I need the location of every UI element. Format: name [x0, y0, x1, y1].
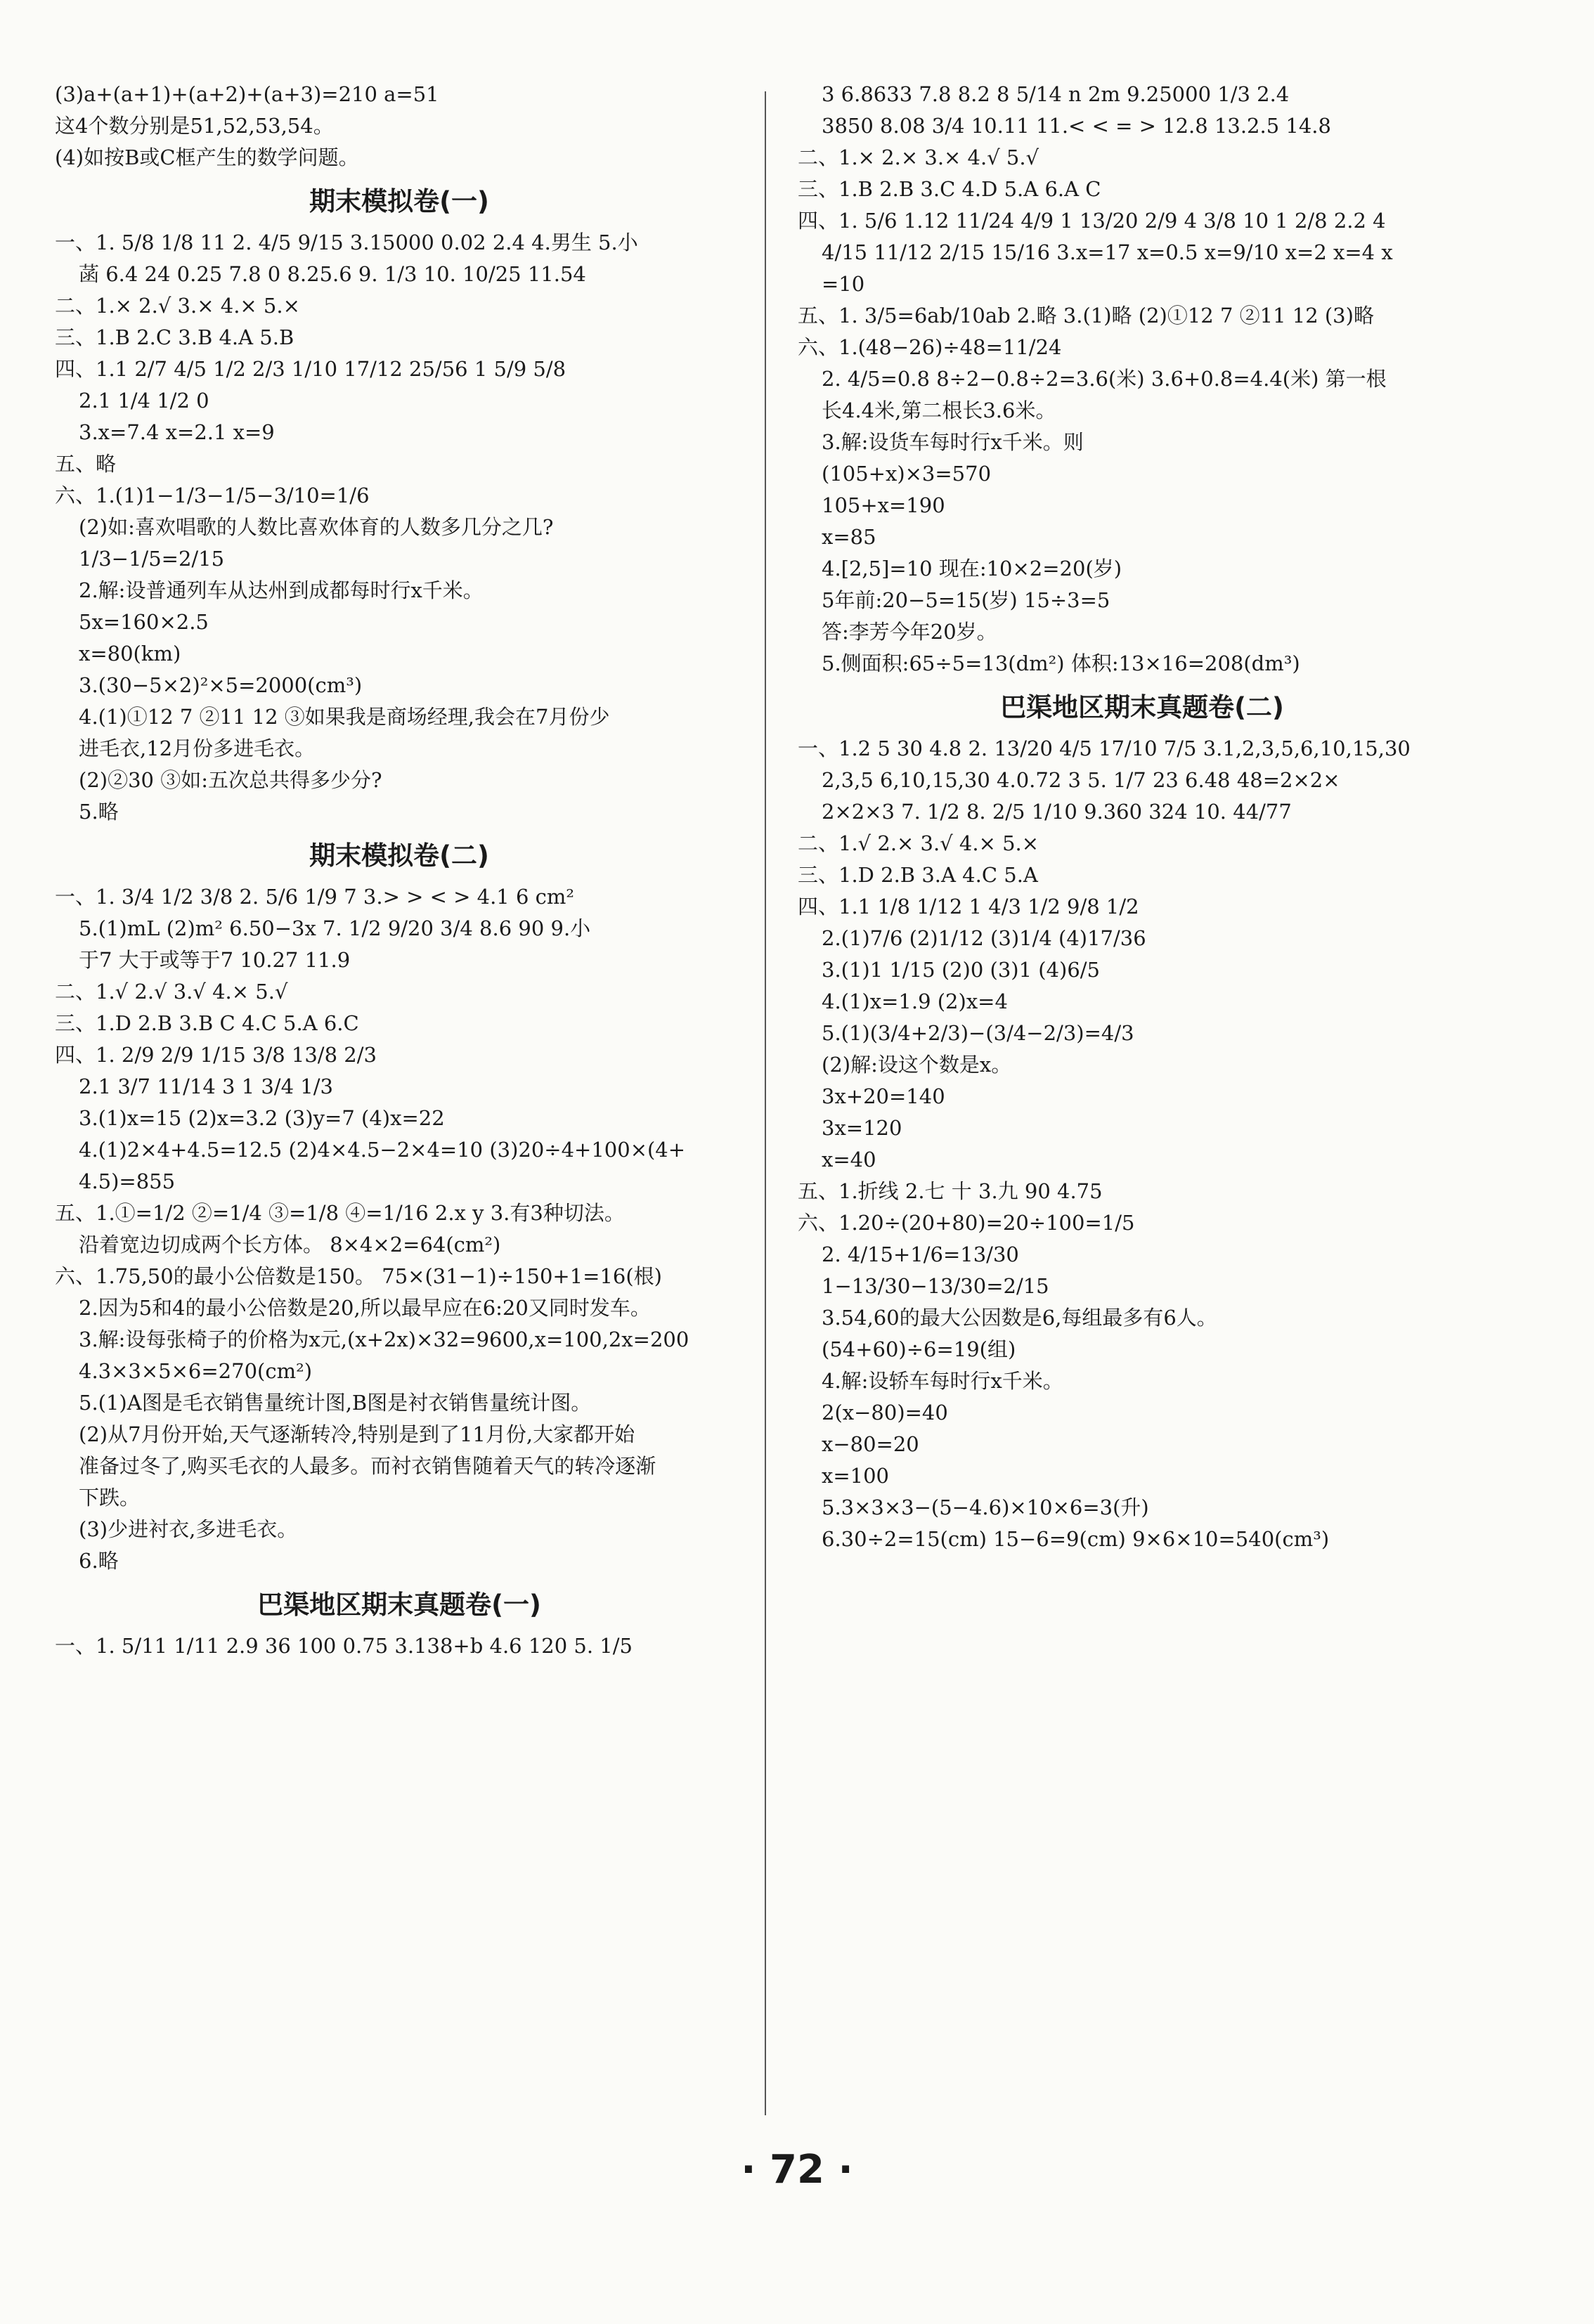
answer-line: 三、1.B 2.B 3.C 4.D 5.A 6.A C	[798, 177, 1101, 201]
answer-line: 6.30÷2=15(cm) 15−6=9(cm) 9×6×10=540(cm³)	[822, 1527, 1330, 1551]
section-heading: 巴渠地区期末真题卷(一)	[257, 1590, 541, 1620]
answer-line: 3.x=7.4 x=2.1 x=9	[79, 420, 275, 444]
answer-line: 3x=120	[822, 1116, 902, 1140]
answer-line: 四、1.1 1/8 1/12 1 4/3 1/2 9/8 1/2	[798, 895, 1139, 918]
answer-line: (54+60)÷6=19(组)	[822, 1337, 1016, 1361]
answer-line: 2.解:设普通列车从达州到成都每时行x千米。	[79, 578, 484, 602]
answer-line: 2×2×3 7. 1/2 8. 2/5 1/10 9.360 324 10. 44/77	[822, 800, 1292, 824]
answer-line: 二、1.× 2.√ 3.× 4.× 5.×	[55, 294, 300, 318]
answer-line: 5.3×3×3−(5−4.6)×10×6=3(升)	[822, 1495, 1149, 1519]
answer-line: 二、1.√ 2.√ 3.√ 4.× 5.√	[55, 980, 288, 1004]
answer-line: 2. 4/15+1/6=13/30	[822, 1242, 1019, 1266]
answer-line: x=85	[822, 525, 876, 549]
answer-line: 3.解:设货车每时行x千米。则	[822, 430, 1084, 454]
answer-line: 4.解:设轿车每时行x千米。	[822, 1369, 1063, 1393]
answer-line: 105+x=190	[822, 493, 945, 517]
answer-line: 于7 大于或等于7 10.27 11.9	[79, 948, 351, 972]
right-column	[798, 79, 1486, 2089]
answer-line: 四、1.1 2/7 4/5 1/2 2/3 1/10 17/12 25/56 1 5/9 5/8	[55, 357, 566, 381]
answer-line: (3)少进衬衣,多进毛衣。	[79, 1517, 298, 1541]
answer-line: (2)从7月份开始,天气逐渐转冷,特别是到了11月份,大家都开始	[79, 1422, 635, 1446]
answer-line: x−80=20	[822, 1432, 919, 1456]
answer-line: 一、1.2 5 30 4.8 2. 13/20 4/5 17/10 7/5 3.1,2,3,5,6,10,15,30	[798, 736, 1411, 760]
answer-line: 2,3,5 6,10,15,30 4.0.72 3 5. 1/7 23 6.48 48=2×2×	[822, 768, 1340, 792]
answer-line: 1/3−1/5=2/15	[79, 547, 225, 571]
answer-line: x=80(km)	[79, 642, 181, 666]
answer-line: 下跌。	[79, 1486, 141, 1510]
answer-line: 2.(1)7/6 (2)1/12 (3)1/4 (4)17/36	[822, 926, 1146, 950]
answer-line: 六、1.20÷(20+80)=20÷100=1/5	[798, 1211, 1135, 1235]
answer-line: x=40	[822, 1148, 876, 1171]
answer-line: 三、1.D 2.B 3.B C 4.C 5.A 6.C	[55, 1011, 359, 1035]
answer-line: 六、1.75,50的最小公倍数是150。 75×(31−1)÷150+1=16(根)	[55, 1264, 662, 1288]
left-column	[55, 79, 744, 2089]
answer-line: 进毛衣,12月份多进毛衣。	[79, 736, 316, 760]
answer-line: (2)②30 ③如:五次总共得多少分?	[79, 768, 382, 792]
answer-line: 6.略	[79, 1549, 119, 1573]
answer-line: (3)a+(a+1)+(a+2)+(a+3)=210 a=51	[55, 82, 439, 106]
answer-line: 六、1.(1)1−1/3−1/5−3/10=1/6	[55, 483, 370, 507]
answer-line: (2)如:喜欢唱歌的人数比喜欢体育的人数多几分之几?	[79, 515, 554, 539]
answer-line: 六、1.(48−26)÷48=11/24	[798, 335, 1062, 359]
section-heading: 期末模拟卷(一)	[309, 186, 489, 216]
answer-line: (4)如按B或C框产生的数学问题。	[55, 145, 359, 169]
answer-line: (105+x)×3=570	[822, 462, 992, 486]
answer-line: 五、略	[55, 452, 117, 476]
answer-line: 4.[2,5]=10 现在:10×2=20(岁)	[822, 557, 1122, 580]
answer-line: 2.因为5和4的最小公倍数是20,所以最早应在6:20又同时发车。	[79, 1296, 651, 1320]
answer-line: 2.1 1/4 1/2 0	[79, 389, 209, 413]
answer-line: 三、1.B 2.C 3.B 4.A 5.B	[55, 325, 294, 349]
answer-line: 2(x−80)=40	[822, 1401, 948, 1424]
answer-line: 3850 8.08 3/4 10.11 11.< < = > 12.8 13.2.5 14.8	[822, 114, 1331, 138]
answer-line: 4.(1)①12 7 ②11 12 ③如果我是商场经理,我会在7月份少	[79, 705, 610, 729]
answer-line: 答:李芳今年20岁。	[822, 620, 997, 644]
answer-line: 长4.4米,第二根长3.6米。	[822, 398, 1056, 422]
page-number: · 72 ·	[741, 2147, 853, 2193]
answer-line: =10	[822, 272, 865, 296]
answer-line: 2.1 3/7 11/14 3 1 3/4 1/3	[79, 1075, 333, 1098]
answer-line: 5x=160×2.5	[79, 610, 209, 634]
answer-line: 二、1.√ 2.× 3.√ 4.× 5.×	[798, 831, 1039, 855]
answer-line: 3.(30−5×2)²×5=2000(cm³)	[79, 673, 363, 697]
answer-line: 5.(1)A图是毛衣销售量统计图,B图是衬衣销售量统计图。	[79, 1391, 592, 1415]
answer-line: 5.(1)(3/4+2/3)−(3/4−2/3)=4/3	[822, 1021, 1134, 1045]
answer-line: 3x+20=140	[822, 1084, 945, 1108]
answer-line: 一、1. 5/11 1/11 2.9 36 100 0.75 3.138+b 4.6 120 5. 1/5	[55, 1634, 633, 1658]
answer-line: 4.(1)x=1.9 (2)x=4	[822, 989, 1008, 1013]
answer-line: 2. 4/5=0.8 8÷2−0.8÷2=3.6(米) 3.6+0.8=4.4(米) 第一根	[822, 367, 1387, 391]
answer-line: 4.5)=855	[79, 1169, 176, 1193]
answer-line: x=100	[822, 1464, 890, 1488]
column-divider	[765, 91, 766, 2115]
section-heading: 巴渠地区期末真题卷(二)	[1000, 692, 1284, 722]
answer-line: 5.(1)mL (2)m² 6.50−3x 7. 1/2 9/20 3/4 8.6 90 9.小	[79, 916, 591, 940]
answer-line: 3.54,60的最大公因数是6,每组最多有6人。	[822, 1306, 1217, 1330]
answer-line: 这4个数分别是51,52,53,54。	[55, 114, 334, 138]
answer-line: 一、1. 3/4 1/2 3/8 2. 5/6 1/9 7 3.> > < > 4.1 6 cm²	[55, 885, 575, 909]
answer-line: 菡 6.4 24 0.25 7.8 0 8.25.6 9. 1/3 10. 10/25 11.54	[79, 262, 586, 286]
answer-line: 5.略	[79, 800, 119, 824]
answer-line: 5年前:20−5=15(岁) 15÷3=5	[822, 588, 1110, 612]
answer-line: 5.侧面积:65÷5=13(dm²) 体积:13×16=208(dm³)	[822, 651, 1300, 675]
answer-line: 3 6.8633 7.8 8.2 8 5/14 n 2m 9.25000 1/3 2.4	[822, 82, 1290, 106]
answer-line: 三、1.D 2.B 3.A 4.C 5.A	[798, 863, 1038, 887]
section-heading: 期末模拟卷(二)	[309, 840, 489, 871]
answer-line: 五、1. 3/5=6ab/10ab 2.略 3.(1)略 (2)①12 7 ②11 12 (3)略	[798, 304, 1374, 327]
answer-line: 4.(1)2×4+4.5=12.5 (2)4×4.5−2×4=10 (3)20÷4+100×(4+	[79, 1138, 686, 1162]
answer-line: 四、1. 2/9 2/9 1/15 3/8 13/8 2/3	[55, 1043, 377, 1067]
answer-line: 五、1.折线 2.七 十 3.九 90 4.75	[798, 1179, 1103, 1203]
answer-line: 4/15 11/12 2/15 15/16 3.x=17 x=0.5 x=9/10 x=2 x=4 x	[822, 240, 1393, 264]
answer-line: 一、1. 5/8 1/8 11 2. 4/5 9/15 3.15000 0.02 2.4 4.男生 5.小	[55, 231, 638, 254]
answer-line: (2)解:设这个数是x。	[822, 1053, 1012, 1077]
answer-line: 4.3×3×5×6=270(cm²)	[79, 1359, 313, 1383]
answer-line: 沿着宽边切成两个长方体。 8×4×2=64(cm²)	[79, 1233, 501, 1257]
answer-line: 3.(1)1 1/15 (2)0 (3)1 (4)6/5	[822, 958, 1101, 982]
answer-line: 准备过冬了,购买毛衣的人最多。而衬衣销售随着天气的转冷逐渐	[79, 1454, 656, 1478]
answer-line: 四、1. 5/6 1.12 11/24 4/9 1 13/20 2/9 4 3/8 10 1 2/8 2.2 4	[798, 209, 1386, 233]
answer-line: 1−13/30−13/30=2/15	[822, 1274, 1049, 1298]
answer-line: 五、1.①=1/2 ②=1/4 ③=1/8 ④=1/16 2.x y 3.有3种切法。	[55, 1201, 625, 1225]
answer-line: 二、1.× 2.× 3.× 4.√ 5.√	[798, 145, 1039, 169]
answer-line: 3.解:设每张椅子的价格为x元,(x+2x)×32=9600,x=100,2x=200	[79, 1327, 689, 1351]
answer-line: 3.(1)x=15 (2)x=3.2 (3)y=7 (4)x=22	[79, 1106, 445, 1130]
